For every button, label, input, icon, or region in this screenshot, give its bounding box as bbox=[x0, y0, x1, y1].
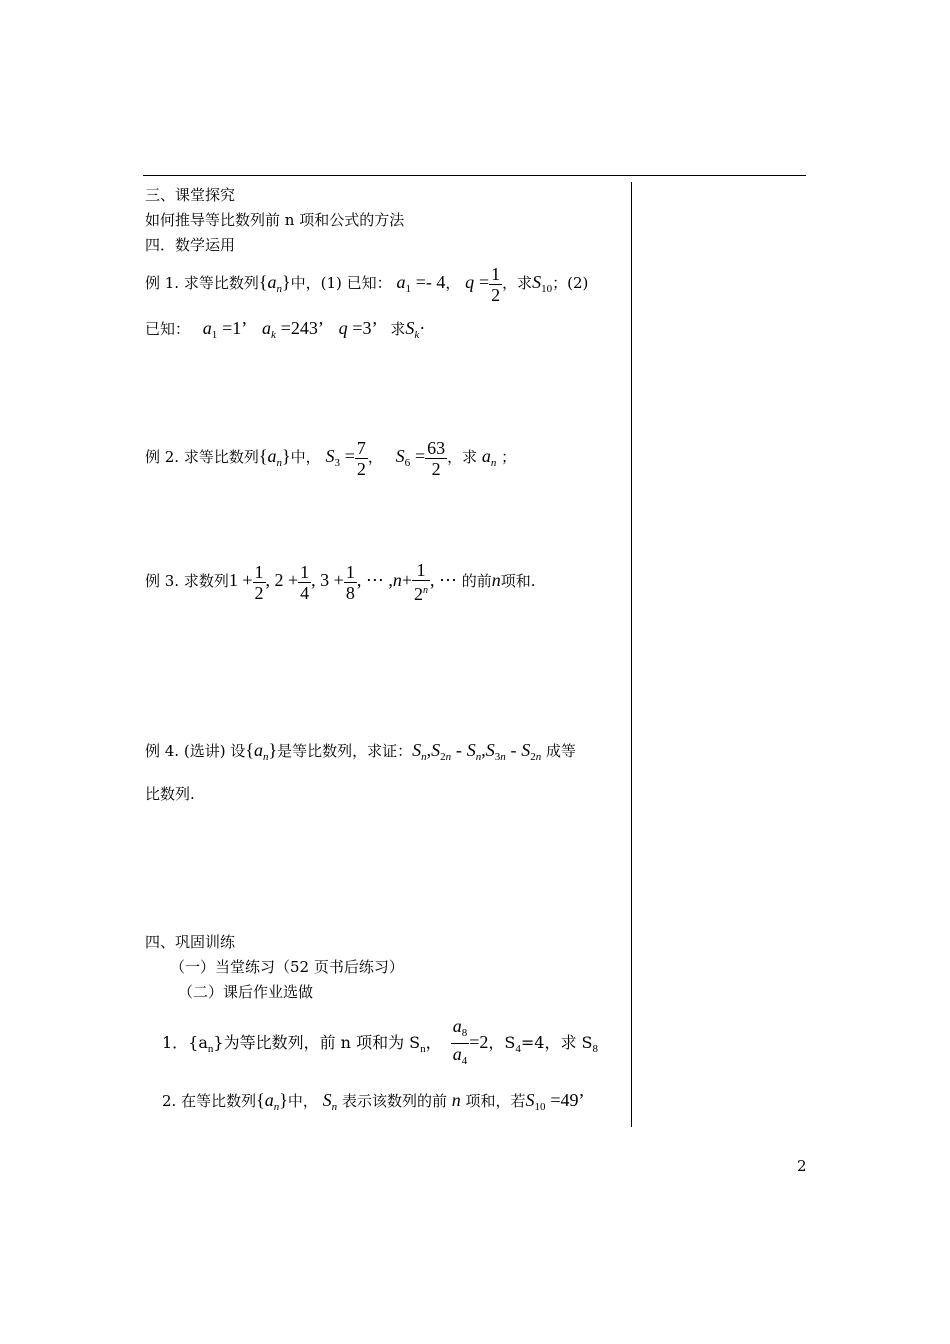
ex2-s3-fraction: $\frac{7}{2}$ bbox=[356, 437, 366, 479]
ex1-a1: =- 4 bbox=[415, 272, 446, 292]
ex4-tail: 成等 bbox=[546, 742, 577, 760]
ex2-tail: ； bbox=[501, 448, 517, 466]
p1-fraction: $\frac{a_8}{a_4}$ bbox=[452, 1016, 468, 1067]
example-1-line-1: 例 1. 求等比数列$\{a_n\}$中，(1) 已知： $a_1 =- 4$， q = $\frac{1}{2}$ ，求$S_{10}$；(2) bbox=[145, 263, 589, 305]
problem-2: 2. 在等比数列$\{a_n\}$中， $S_n$ 表示该数列的前 n 项和，若$S_{10} =49$’ bbox=[162, 1090, 585, 1113]
ex2-ask: ，求 bbox=[447, 448, 478, 466]
ex2-s6-fraction: $\frac{63}{2}$ bbox=[427, 437, 446, 479]
right-margin-rule bbox=[631, 182, 632, 1127]
ex4-prefix: 例 4. (选讲) 设 bbox=[145, 742, 246, 760]
example-4-line-1: 例 4. (选讲) 设$\{a_n\}$是等比数列，求证：$S_n,S_{2n} - S_n,S_{3n} - S_{2n}$ 成等 bbox=[145, 740, 577, 763]
p2-desc-2: 项和，若 bbox=[465, 1092, 526, 1110]
example-3: 例 3. 求数列1 + $\frac{1}{2}$ , 2 + $\frac{1}{4}$ , 3 + $\frac{1}{8}$ , ⋯ ,n+ $\frac{1}{2^n}$ , ⋯ 的前n项和. bbox=[145, 560, 536, 604]
ex1-ask-2: 求 bbox=[390, 320, 406, 338]
p2-mid: 中， bbox=[287, 1092, 318, 1110]
ex1-ask: ，求 bbox=[502, 274, 533, 292]
section-3-title: 三、课堂探究 bbox=[145, 186, 236, 204]
section-5-title: 四、巩固训练 bbox=[145, 933, 236, 951]
ex2-mid: 中， bbox=[290, 448, 321, 466]
problem-1: 1．$\{a_n\}$为等比数列，前 n 项和为 $S_n$， $\frac{a_8}{a_4}$ =2，$S_4=4$，求 $S_8$ bbox=[162, 1016, 598, 1071]
p2-desc: 表示该数列的前 bbox=[341, 1092, 447, 1110]
p2-prefix: 2. 在等比数列 bbox=[162, 1092, 257, 1110]
p1-tail-2: =4，求 S bbox=[520, 1033, 593, 1052]
ex3-suffix-2: 项和. bbox=[500, 572, 536, 590]
ex4-mid: 是等比数列，求证： bbox=[277, 742, 413, 760]
ex1-tail: ；(2) bbox=[552, 274, 589, 292]
top-rule bbox=[143, 175, 806, 176]
p2-s10: =49 bbox=[550, 1090, 579, 1110]
ex3-suffix: 的前 bbox=[461, 572, 492, 590]
ex1-a1-value: =1 bbox=[222, 318, 242, 338]
ex1-q-value: =3 bbox=[352, 318, 372, 338]
ex1-prefix: 例 1. 求等比数列 bbox=[145, 274, 259, 292]
page-number: 2 bbox=[797, 1157, 807, 1175]
example-4-line-2: 比数列. bbox=[145, 785, 195, 803]
p1-sep: ， bbox=[425, 1033, 442, 1052]
ex2-prefix: 例 2. 求等比数列 bbox=[145, 448, 259, 466]
ex3-prefix: 例 3. 求数列 bbox=[145, 572, 229, 590]
p1-frac-eq: =2 bbox=[469, 1032, 489, 1052]
p1-mid: }为等比数列，前 n 项和为 S bbox=[213, 1033, 421, 1052]
section-5-sub-2: （二）课后作业选做 bbox=[178, 983, 314, 1001]
example-1-line-2: 已知： $a_1 =1$’ $a_k =243$’ q =3’ 求$S_k\cdot$ bbox=[145, 318, 426, 341]
p1-tail: ，S bbox=[488, 1033, 516, 1052]
section-3-line: 如何推导等比数列前 n 项和公式的方法 bbox=[145, 211, 405, 229]
p1-prefix: 1．{a bbox=[162, 1033, 208, 1052]
section-4-title: 四．数学运用 bbox=[145, 236, 236, 254]
example-2: 例 2. 求等比数列$\{a_n\}$中， $S_3$ = $\frac{7}{2}$ ， $S_6$ = $\frac{63}{2}$ ，求 $a_n$ ； bbox=[145, 437, 517, 479]
ex1-q-eq: = bbox=[478, 272, 490, 292]
section-5-sub-1: （一）当堂练习（52 页书后练习） bbox=[170, 958, 404, 976]
ex1-mid: 中，(1) 已知： bbox=[290, 274, 392, 292]
ex2-s6-eq: = bbox=[414, 446, 426, 466]
ex1-q-fraction: $\frac{1}{2}$ bbox=[491, 263, 501, 305]
ex2-s3-eq: = bbox=[344, 446, 355, 466]
ex1-line2-prefix: 已知： bbox=[145, 320, 191, 338]
ex1-ak-value: =243 bbox=[280, 318, 318, 338]
